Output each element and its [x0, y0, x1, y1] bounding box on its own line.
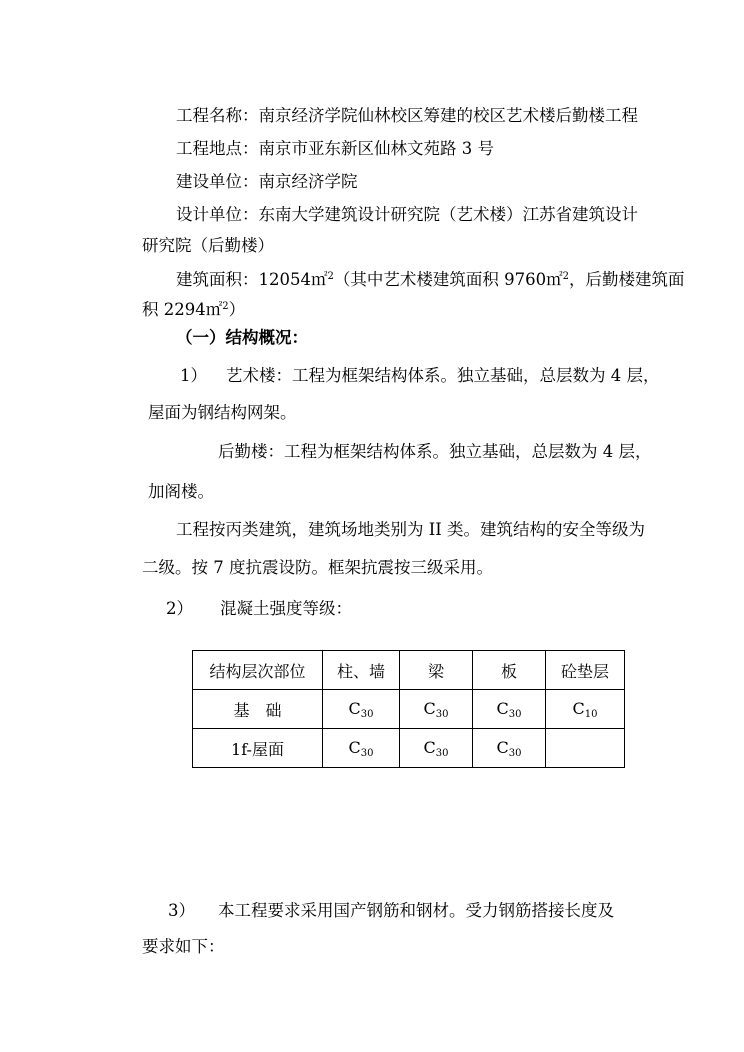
item3-text-cont: 要求如下： — [142, 937, 225, 956]
table-header: 板 — [473, 651, 546, 690]
table-header: 结构层次部位 — [193, 651, 323, 690]
item1-logistics-cont: 加阁楼。 — [148, 482, 214, 501]
grade-letter: C — [348, 698, 361, 718]
area-close: ） — [228, 300, 246, 319]
project-name: 工程名称：南京经济学院仙林校区筹建的校区艺术楼后勤楼工程 — [176, 106, 638, 125]
project-location: 工程地点：南京市亚东新区仙林文苑路 3 号 — [176, 139, 494, 158]
item3-number: 3） — [168, 901, 195, 920]
grade-value: 30 — [360, 708, 374, 720]
grade-letter: C — [423, 698, 436, 718]
grade-value: 30 — [508, 708, 522, 720]
project-builder: 建设单位：南京经济学院 — [176, 172, 358, 191]
table-cell — [400, 729, 473, 768]
concrete-grade-table — [192, 650, 625, 768]
area-art: （其中艺术楼建筑面积 9760㎡ — [333, 270, 563, 289]
grade-letter: C — [572, 698, 585, 718]
table-cell — [473, 729, 546, 768]
grade-letter: C — [496, 698, 509, 718]
grade-letter: C — [423, 737, 436, 757]
area-sup: 2 — [562, 271, 569, 282]
grade-value: 30 — [360, 747, 374, 759]
item1-number: 1） — [180, 366, 207, 385]
grade-letter: C — [496, 737, 509, 757]
grade-value: 30 — [508, 747, 522, 759]
project-area — [176, 265, 685, 292]
item3-text: 本工程要求采用国产钢筋和钢材。受力钢筋搭接长度及 — [218, 901, 614, 920]
table-cell — [473, 690, 546, 729]
table-row — [193, 690, 625, 729]
para-classification-cont: 二级。按 7 度抗震设防。框架抗震按三级采用。 — [142, 558, 493, 577]
grade-value: 10 — [584, 708, 598, 720]
area-total: 建筑面积：12054㎡ — [176, 270, 328, 289]
table-header: 梁 — [400, 651, 473, 690]
item1-logistics: 后勤楼：工程为框架结构体系。独立基础，总层数为 4 层， — [218, 442, 652, 461]
grade-value: 30 — [435, 708, 449, 720]
row-label: 1f-屋面 — [193, 729, 323, 768]
item2-text: 混凝土强度等级： — [220, 599, 352, 618]
area-sup: 2 — [327, 271, 334, 282]
table-cell — [323, 690, 400, 729]
project-designer-cont: 研究院（后勤楼） — [142, 236, 274, 255]
area-rest: ，后勤楼建筑面 — [569, 270, 685, 289]
area-logistics: 积 2294㎡ — [142, 300, 223, 319]
table-cell — [546, 690, 625, 729]
project-designer: 设计单位：东南大学建筑设计研究院（艺术楼）江苏省建筑设计 — [176, 205, 638, 224]
table-cell — [400, 690, 473, 729]
area-sup: 2 — [222, 301, 229, 312]
item2-number: 2） — [166, 599, 193, 618]
para-classification: 工程按丙类建筑，建筑场地类别为 II 类。建筑结构的安全等级为 — [176, 520, 646, 539]
table-header: 柱、墙 — [323, 651, 400, 690]
grade-letter: C — [348, 737, 361, 757]
grade-value: 30 — [435, 747, 449, 759]
section-heading: （一）结构概况： — [176, 328, 308, 347]
project-area-cont — [142, 295, 245, 322]
table-cell — [323, 729, 400, 768]
item1-text: 艺术楼：工程为框架结构体系。独立基础，总层数为 4 层， — [226, 366, 660, 385]
table-header-row — [193, 651, 625, 690]
table-cell — [546, 729, 625, 768]
table-row — [193, 729, 625, 768]
table-header: 砼垫层 — [546, 651, 625, 690]
row-label: 基 础 — [193, 690, 323, 729]
item1-text-cont: 屋面为钢结构网架。 — [148, 403, 297, 422]
